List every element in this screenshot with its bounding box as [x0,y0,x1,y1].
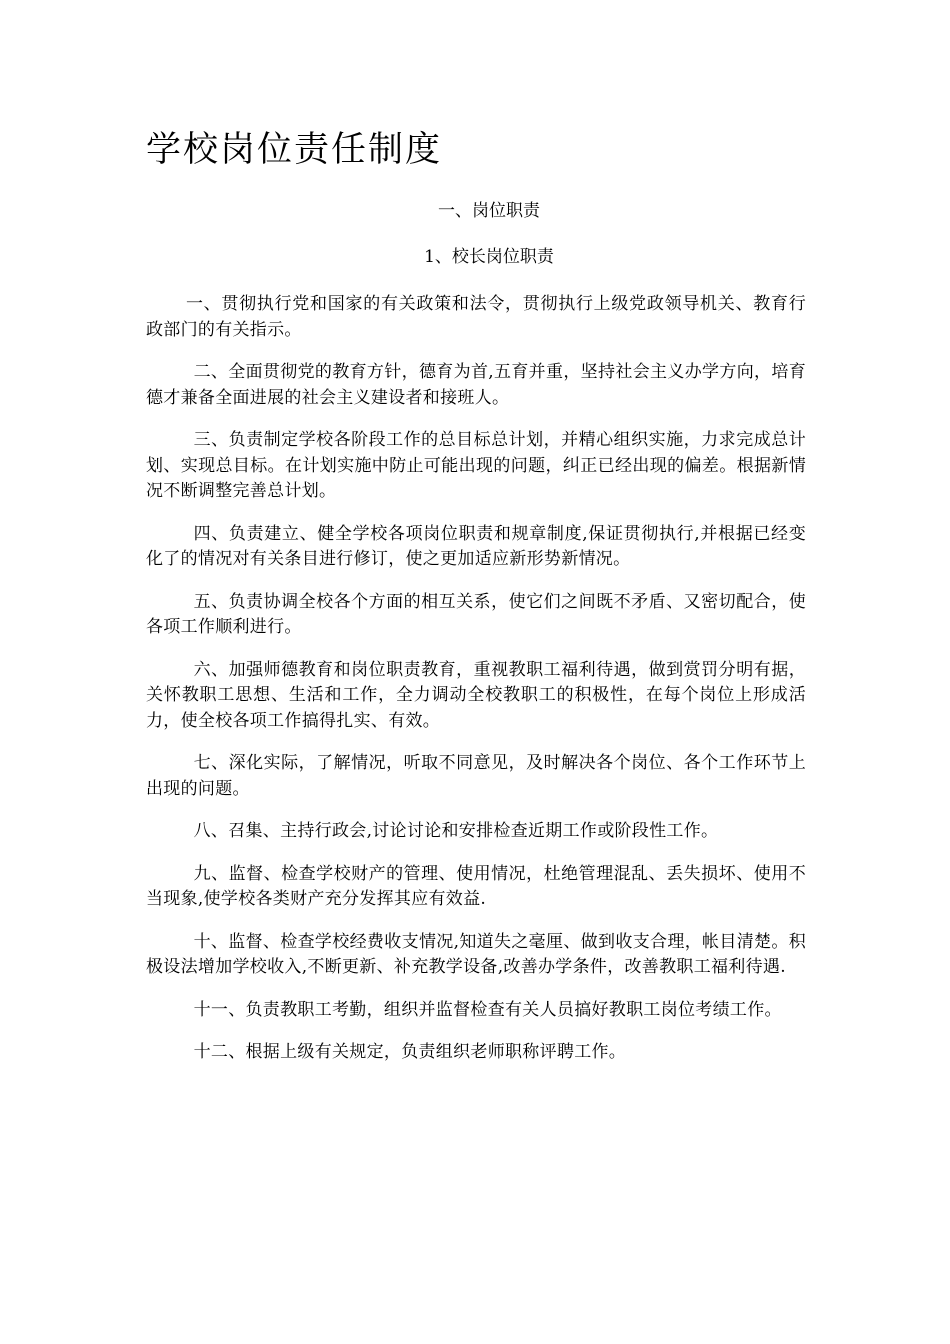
document-title: 学校岗位责任制度 [146,130,443,170]
clause-item: 十二、根据上级有关规定，负责组织老师职称评聘工作。 [193,1042,627,1062]
clause-item: 九、监督、检查学校财产的管理、使用情况，杜绝管理混乱、丢失损坏、使用不当现象,使学校各类财产充分发挥其应有效益. [146,863,806,909]
clause-item: 十、监督、检查学校经费收支情况,知道失之毫厘、做到收支合理，帐目清楚。积极设法增加学校收入,不断更新、补充教学设备,改善办学条件，改善教职工福利待遇. [146,931,806,977]
clause-item: 八、召集、主持行政会,讨论讨论和安排检查近期工作或阶段性工作。 [193,821,719,841]
subsection-heading: 1、校长岗位职责 [424,247,554,267]
clause-item: 十一、负责教职工考勤，组织并监督检查有关人员搞好教职工岗位考绩工作。 [193,999,782,1020]
clause-item: 六、加强师德教育和岗位职责教育，重视教职工福利待遇，做到赏罚分明有据，关怀教职工思想、生活和工作，全力调动全校教职工的积极性，在每个岗位上形成活力，使全校各项工作搞得扎实、有效。 [146,659,806,731]
clause-list [146,292,806,1083]
clause-item: 四、负责建立、健全学校各项岗位职责和规章制度,保证贯彻执行,并根据已经变化了的情况对有关条目进行修订，使之更加适应新形势新情况。 [146,523,806,569]
clause-item: 一、贯彻执行党和国家的有关政策和法令，贯彻执行上级党政领导机关、教育行政部门的有关指示。 [146,294,806,340]
clause-item: 七、深化实际，了解情况，听取不同意见，及时解决各个岗位、各个工作环节上出现的问题。 [146,753,806,799]
section-heading: 一、岗位职责 [438,201,540,221]
clause-item: 二、全面贯彻党的教育方针，德育为首,五育并重，坚持社会主义办学方向，培育德才兼备全面进展的社会主义建设者和接班人。 [146,362,806,408]
clause-item: 五、负责协调全校各个方面的相互关系，使它们之间既不矛盾、又密切配合，使各项工作顺利进行。 [146,591,806,637]
clause-item: 三、负责制定学校各阶段工作的总目标总计划，并精心组织实施，力求完成总计划、实现总目标。在计划实施中防止可能出现的问题，纠正已经出现的偏差。根据新情况不断调整完善总计划。 [146,430,806,501]
